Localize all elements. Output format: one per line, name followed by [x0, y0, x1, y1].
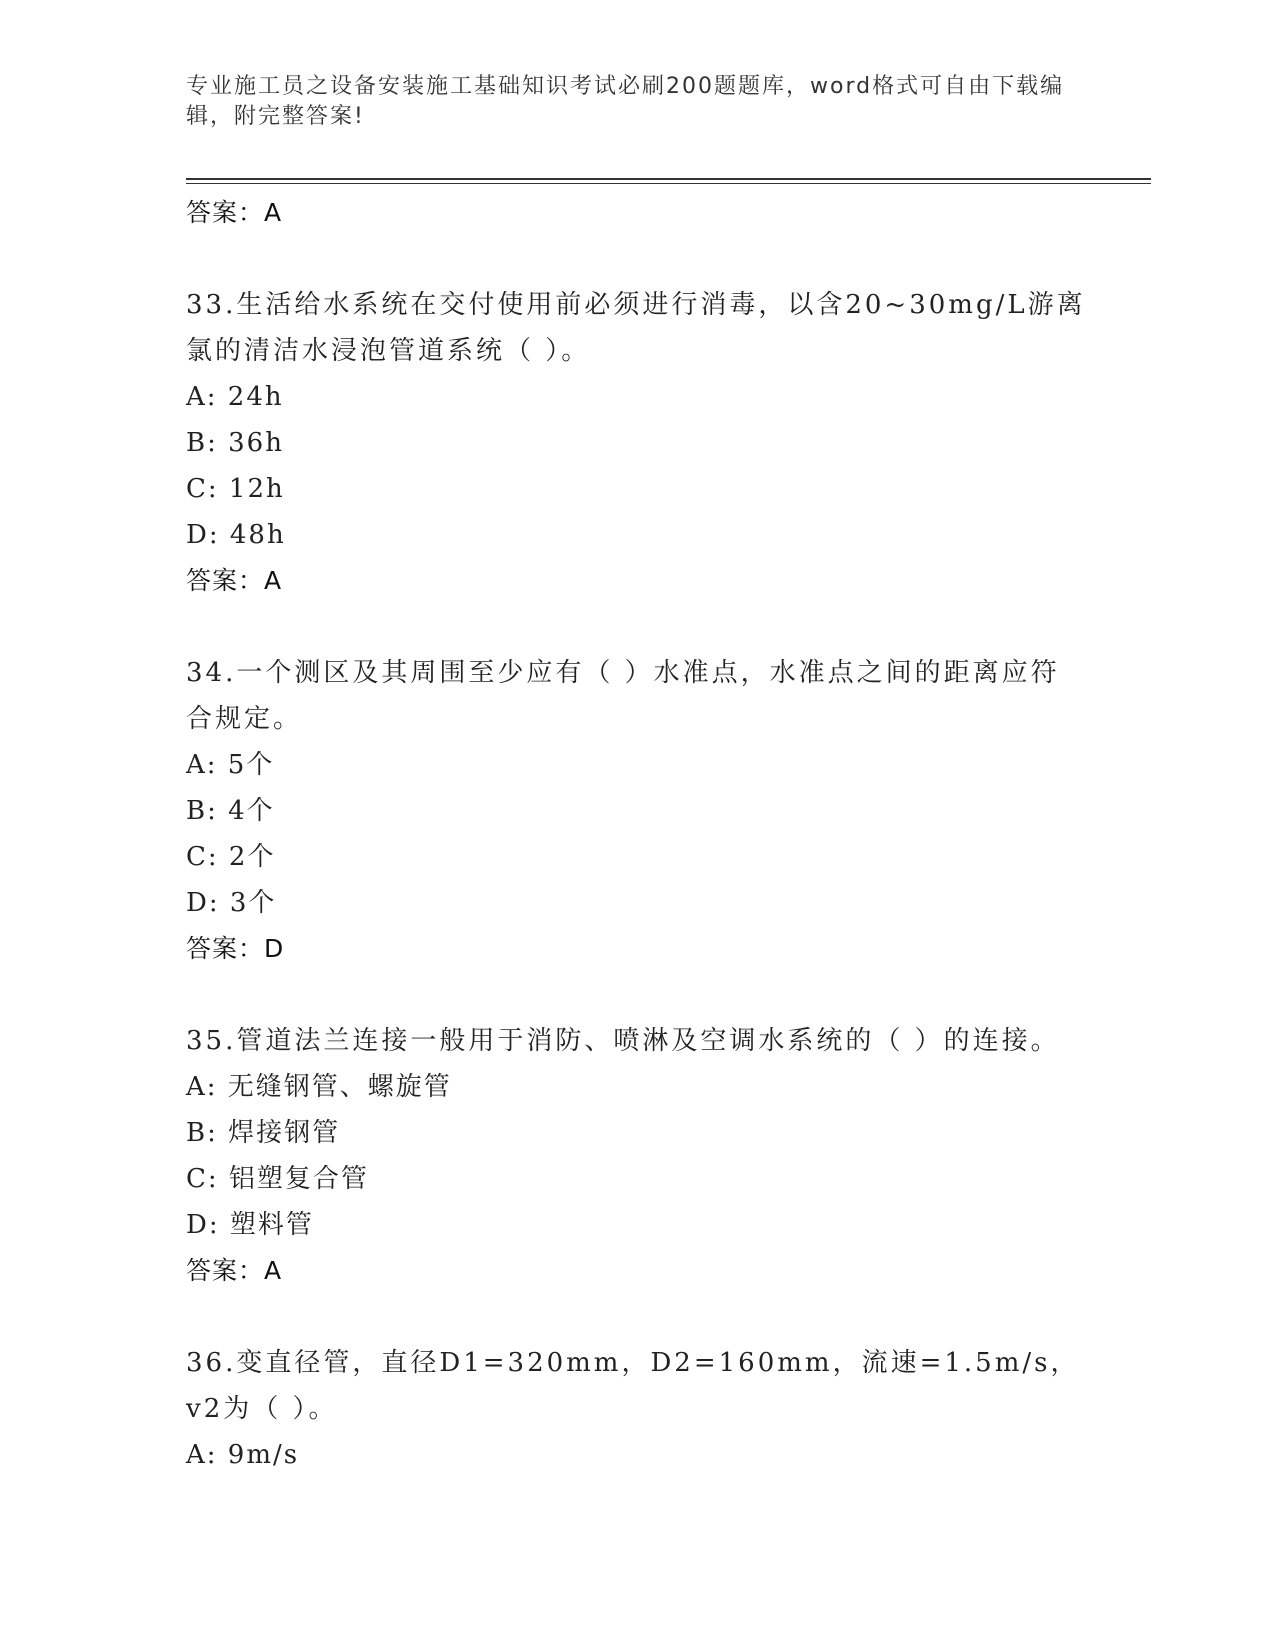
question-text: 36.变直径管，直径D1=320mm，D2=160mm，流速=1.5m/s，v2为（ ）。 — [186, 1348, 1080, 1424]
document-header: 专业施工员之设备安装施工基础知识考试必刷200题题库，word格式可自由下载编辑，附完整答案! — [186, 74, 1065, 129]
option-a: A: 9m/s — [186, 1440, 300, 1470]
spacer — [186, 604, 1086, 650]
answer-line: 答案：A — [186, 198, 283, 227]
option-b: B: 36h — [186, 428, 284, 458]
option-b: B: 4个 — [186, 796, 275, 826]
option-c: C: 铝塑复合管 — [186, 1164, 369, 1194]
question-list — [186, 190, 1086, 1478]
option-d: D: 塑料管 — [186, 1210, 314, 1240]
option-d: D: 48h — [186, 520, 286, 550]
spacer — [186, 972, 1086, 1018]
question-text: 33.生活给水系统在交付使用前必须进行消毒，以含20~30mg/L游离氯的清洁水浸泡管道系统（ ）。 — [186, 290, 1086, 366]
option-a: A: 5个 — [186, 750, 275, 780]
option-c: C: 12h — [186, 474, 285, 504]
answer-line: 答案：A — [186, 566, 283, 595]
header-rule-thick — [186, 178, 1151, 180]
spacer — [186, 236, 1086, 282]
option-d: D: 3个 — [186, 888, 277, 918]
option-a: A: 24h — [186, 382, 284, 412]
question-text: 34.一个测区及其周围至少应有（ ）水准点，水准点之间的距离应符合规定。 — [186, 658, 1060, 734]
answer-line: 答案：A — [186, 1256, 283, 1285]
question-text: 35.管道法兰连接一般用于消防、喷淋及空调水系统的（ ）的连接。 — [186, 1026, 1060, 1056]
option-a: A: 无缝钢管、螺旋管 — [186, 1072, 452, 1102]
answer-line: 答案：D — [186, 934, 285, 963]
option-c: C: 2个 — [186, 842, 276, 872]
option-b: B: 焊接钢管 — [186, 1118, 341, 1148]
header-rule-thin — [186, 183, 1151, 184]
spacer — [186, 1294, 1086, 1340]
